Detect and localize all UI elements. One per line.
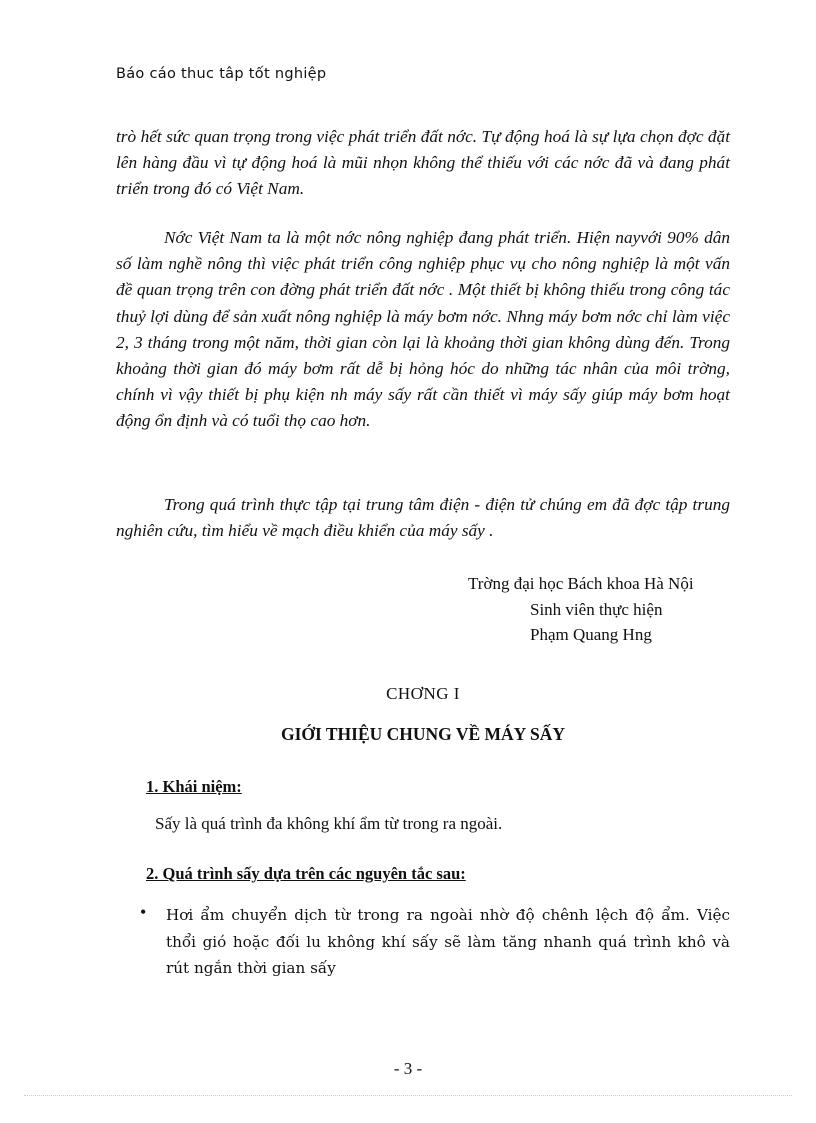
chapter-label: CHƠNG I [386,684,460,703]
bullet-icon: • [140,902,147,922]
document-header: Báo cáo thuc tâp tốt nghiệp [116,66,327,82]
section-2-heading: 2. Quá trình sấy dựa trên các nguyên tắc sau: [146,864,466,883]
section-1-text: Sấy là quá trình đa không khí ẩm từ trong ra ngoài. [155,814,503,833]
section-1-heading: 1. Khái niệm: [146,777,242,796]
signature-role: Sinh viên thực hiện [530,600,663,619]
page-number: - 3 - [393,1059,423,1078]
bullet-item: Hơi ẩm chuyển dịch từ trong ra ngoài nhờ độ chênh lệch độ ẩm. Việc thổi gió hoặc đối lu không khí sấy sẽ làm tăng nhanh quá trình khô và rút ngắn thời gian sấy [166,906,730,977]
intro-paragraph: trò hết sức quan trọng trong việc phát triển đất nớc. Tự động hoá là sự lựa chọn đợc đặt lên hàng đầu vì tự động hoá là mũi nhọn không thể thiếu với các nớc đã và đang phát triển trong đó có Việt Nam. [116,127,730,199]
signature-name: Phạm Quang Hng [530,625,652,644]
internship-paragraph: Trong quá trình thực tập tại trung tâm điện - điện tử chúng em đã đợc tập trung nghiên cứu, tìm hiểu về mạch điều khiển của máy sấy . [116,495,730,541]
chapter-title: GIỚI THIỆU CHUNG VỀ MÁY SẤY [280,724,566,744]
footer-divider [24,1095,792,1096]
signature-school: Trờng đại học Bách khoa Hà Nội [468,574,694,593]
context-paragraph: Nớc Việt Nam ta là một nớc nông nghiệp đang phát triển. Hiện nayvới 90% dân số làm nghề nông thì việc phát triển công nghiệp phục vụ cho nông nghiệp là một vấn đề quan trọng trên con đờng phát triển đất nớc . Một thiết bị không thiếu trong công tác thuỷ lợi dùng để sản xuất nông nghiệp là máy bơm nớc. Nhng máy bơm nớc chỉ làm việc 2, 3 tháng trong một năm, thời gian còn lại là khoảng thời gian không dùng đến. Trong khoảng thời gian đó máy bơm rất dễ bị hỏng hóc do những tác nhân của môi trờng, chính vì vậy thiết bị phụ kiện nh máy sấy rất cần thiết vì máy sấy giúp máy bơm hoạt động ổn định và có tuổi thọ cao hơn. [116,228,730,431]
